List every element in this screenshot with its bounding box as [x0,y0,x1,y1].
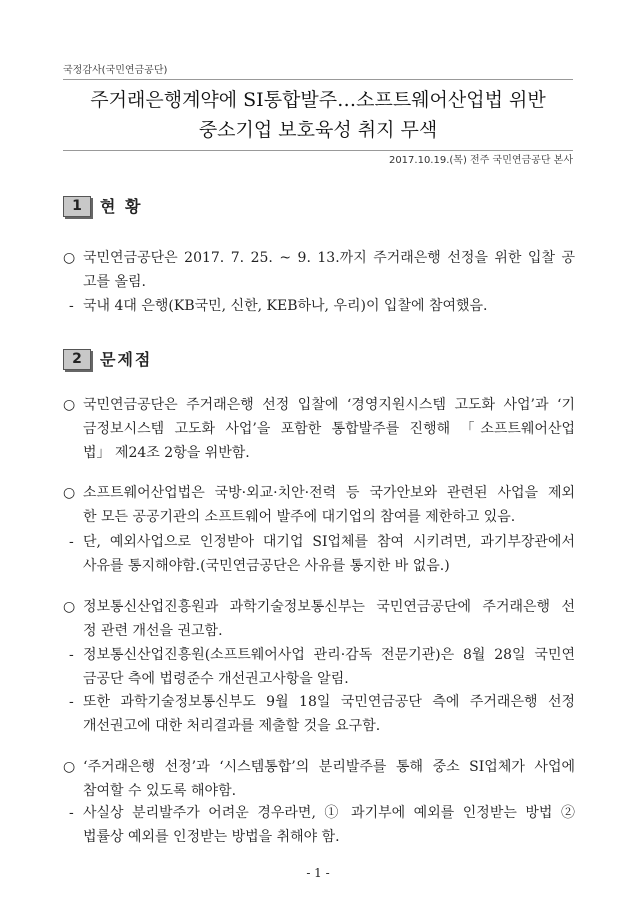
dash-marker-icon: - [69,694,74,710]
item-text-line: 법률상 예외를 인정받는 방법을 취해야 함. [83,829,340,845]
document-title [63,85,573,145]
circle-marker-icon: ○ [63,759,76,775]
dash-marker-icon: - [69,534,74,550]
dash-marker-icon: - [69,805,74,821]
bullet-item [63,246,575,294]
bullet-item [63,595,575,643]
title-rule [63,150,573,151]
header-rule [63,79,573,80]
item-text-line: 정보통신산업진흥원(소프트웨어사업 관리·감독 전문기관)은 8월 28일 국민연 [83,647,575,663]
section-number-box: 1 [63,196,91,217]
section-number-box: 2 [63,349,91,370]
item-text-line: 단, 예외사업으로 인정받아 대기업 SI업체를 참여 시키려면, 과기부장관에서 [83,534,575,550]
dash-marker-icon: - [69,298,74,314]
sub-item [63,643,575,691]
item-text-line: 개선권고에 대한 처리결과를 제출할 것을 요구함. [83,718,381,734]
item-text-line: 고를 올림. [83,274,146,290]
bullet-item [63,755,575,803]
item-text-line: 금공단 측에 법령준수 개선권고사항을 알림. [83,671,349,687]
section-heading [63,349,152,370]
circle-marker-icon: ○ [63,485,76,501]
item-text-line: 또한 과학기술정보통신부도 9월 18일 국민연금공단 측에 주거래은행 선정 [83,694,575,710]
item-text-line: 정보통신산업진흥원과 과학기술정보통신부는 국민연금공단에 주거래은행 선 [83,599,575,615]
bullet-item [63,481,575,529]
item-text-line: 참여할 수 있도록 해야함. [83,783,237,799]
document-header: 국정감사(국민연금공단) [63,65,168,76]
title-line: 중소기업 보호육성 취지 무색 [198,119,438,141]
sub-item [63,530,575,578]
item-text-line: ‘주거래은행 선정’과 ‘시스템통합’의 분리발주를 통해 중소 SI업체가 사업에 [83,759,575,775]
dash-marker-icon: - [69,647,74,663]
circle-marker-icon: ○ [63,599,76,615]
sub-item [63,294,575,318]
item-text-line: 정 관련 개선을 권고함. [83,623,223,639]
dateline: 2017.10.19.(목) 전주 국민연금공단 본사 [388,155,573,166]
item-text-line: 소프트웨어산업법은 국방·외교·치안·전력 등 국가안보와 관련된 사업을 제외 [83,485,575,501]
section-title: 현 황 [100,196,143,216]
item-text-line: 법」 제24조 2항을 위반함. [83,445,250,461]
item-text-line: 국내 4대 은행(KB국민, 신한, KEB하나, 우리)이 입찰에 참여했음. [83,298,488,314]
item-text-line: 국민연금공단은 주거래은행 선정 입찰에 ‘경영지원시스템 고도화 사업’과 ‘기 [83,397,575,413]
item-text-line: 사유를 통지해야함.(국민연금공단은 사유를 통지한 바 없음.) [83,558,450,574]
page-number: - 1 - [306,866,330,880]
item-text-line: 한 모든 공공기관의 소프트웨어 발주에 대기업의 참여를 제한하고 있음. [83,509,516,525]
circle-marker-icon: ○ [63,397,76,413]
item-text-line: 사실상 분리발주가 어려운 경우라면, ① 과기부에 예외를 인정받는 방법 ② [83,805,575,821]
sub-item [63,690,575,738]
item-text-line: 국민연금공단은 2017. 7. 25. ~ 9. 13.까지 주거래은행 선정을 위한 입찰 공 [83,250,575,266]
section-heading [63,196,142,217]
title-line: 주거래은행계약에 SI통합발주…소프트웨어산업법 위반 [90,89,546,111]
item-text-line: 금정보시스템 고도화 사업’을 포함한 통합발주를 진행해 「소프트웨어산업 [83,421,575,437]
sub-item [63,801,575,849]
bullet-item [63,393,575,465]
circle-marker-icon: ○ [63,250,76,266]
section-title: 문제점 [100,349,153,369]
